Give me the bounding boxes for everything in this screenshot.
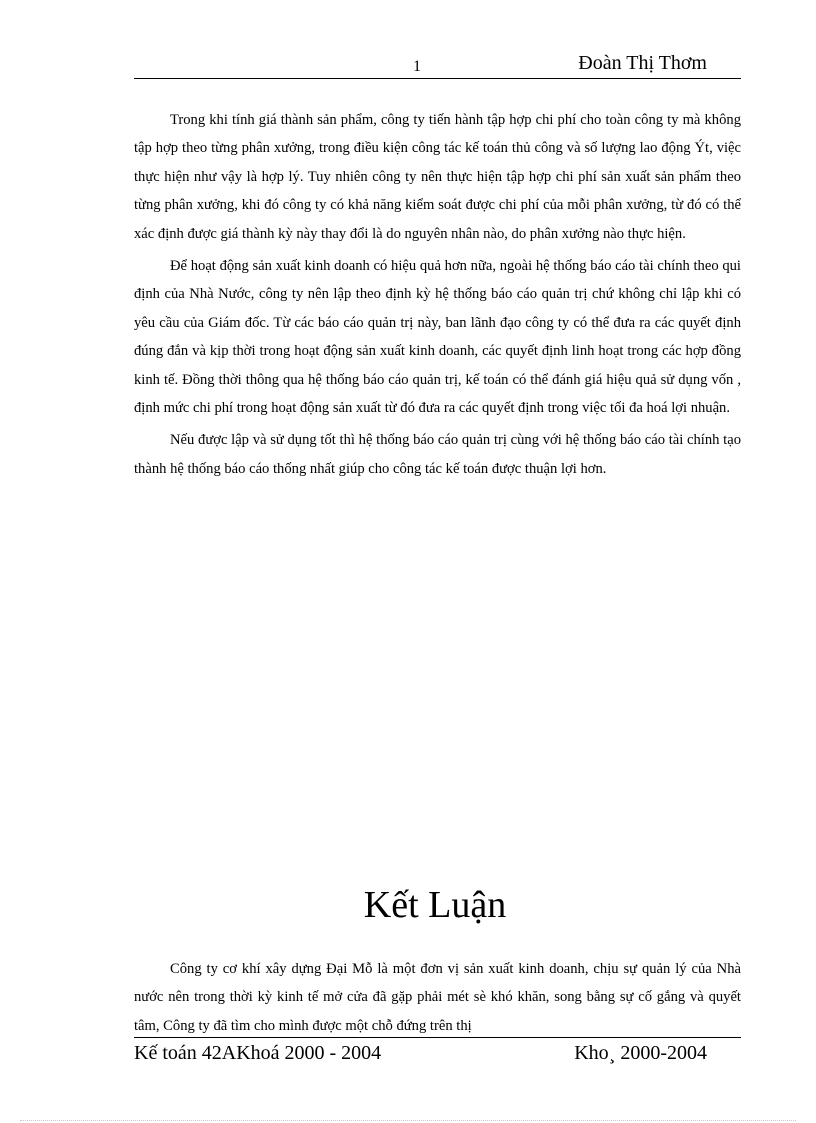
- author-name: Đoàn Thị Thơm: [578, 52, 707, 74]
- page-bottom-divider: [20, 1120, 796, 1121]
- conclusion-text: [134, 955, 741, 1040]
- page-header: [134, 52, 741, 79]
- body-text: [134, 106, 741, 487]
- page-number: 1: [413, 58, 421, 75]
- conclusion-heading: Kết Luận: [363, 884, 507, 926]
- page-footer: [134, 1037, 741, 1068]
- footer-class-label: Kế toán 42AKhoá 2000 - 2004: [134, 1042, 382, 1064]
- conclusion-paragraph: Công ty cơ khí xây dựng Đại Mỗ là một đơn vị sản xuất kinh doanh, chịu sự quản lý của Nhà nước nên trong thời kỳ kinh tế mở cửa đã gặp phải mét sè khó khăn, song bằng sự cố gắng và quyết tâm, Công ty đã tìm cho mình được một chỗ đứng trên thị: [134, 961, 741, 1034]
- footer-course-label: Kho¸ 2000-2004: [574, 1042, 707, 1064]
- paragraph-reporting-system: Nếu được lập và sử dụng tốt thì hệ thống báo cáo quản trị cùng với hệ thống báo cáo tài chính tạo thành hệ thống báo cáo thống nhất giúp cho công tác kế toán được thuận lợi hơn.: [134, 432, 741, 477]
- paragraph-management-reports: Để hoạt động sản xuất kinh doanh có hiệu quả hơn nữa, ngoài hệ thống báo cáo tài chính theo qui định của Nhà Nước, công ty nên lập theo định kỳ hệ thống báo cáo quản trị chứ không chỉ lập khi có yêu cầu của Giám đốc. Từ các báo cáo quản trị này, ban lãnh đạo công ty có thể đưa ra các quyết định đúng đắn và kịp thời trong hoạt động sản xuất kinh doanh, các quyết định linh hoạt trong các hợp đồng kinh tế. Đồng thời thông qua hệ thống báo cáo quản trị, kế toán có thể đánh giá hiệu quả sử dụng vốn , định mức chi phí trong hoạt động sản xuất từ đó đưa ra các quyết định trong việc tối đa hoá lợi nhuận.: [134, 258, 741, 417]
- paragraph-cost-aggregation: Trong khi tính giá thành sản phẩm, công ty tiến hành tập hợp chi phí cho toàn công ty mà không tập hợp theo từng phân xưởng, trong điều kiện công tác kế toán thủ công và số lượng lao động Ýt, việc thực hiện như vậy là hợp lý. Tuy nhiên công ty nên thực hiện tập hợp chi phí sản xuất sản phẩm theo từng phân xưởng, khi đó công ty có khả năng kiểm soát được chi phí của mỗi phân xưởng, từ đó có thể xác định được giá thành kỳ này thay đổi là do nguyên nhân nào, do phân xưởng nào thực hiện.: [134, 112, 741, 242]
